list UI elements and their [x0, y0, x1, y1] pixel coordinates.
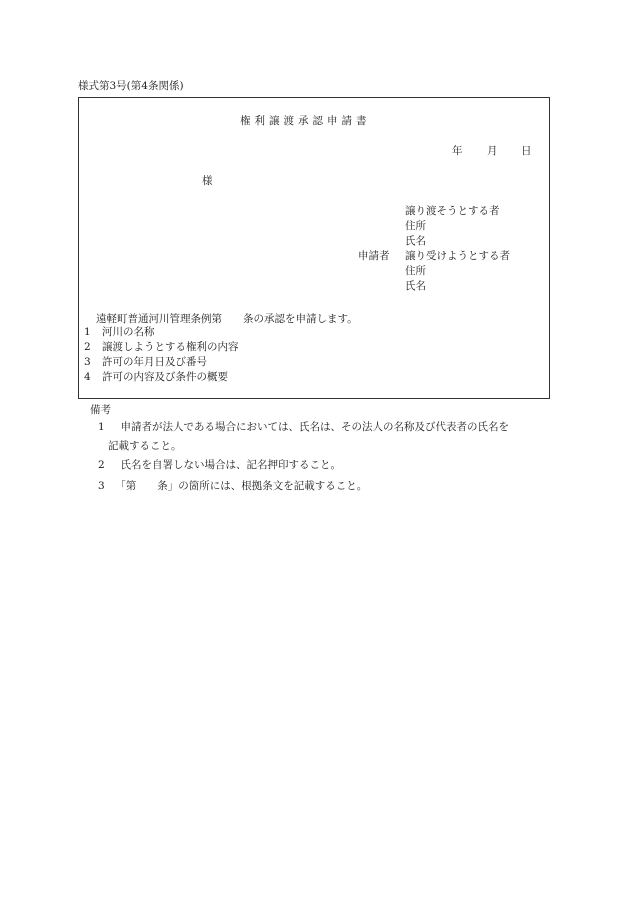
transferor-name-label: 氏名: [405, 235, 426, 247]
item-text: 許可の内容及び条件の概要: [102, 371, 228, 383]
item-text: 河川の名称: [102, 326, 155, 338]
item-number: 4: [84, 371, 91, 383]
addressee-suffix: 様: [202, 175, 213, 187]
note-text: 「第 条」の箇所には、根拠条文を記載すること。: [120, 480, 368, 492]
transferee-heading: 譲り受けようとする者: [405, 250, 510, 262]
date-month-label: 月: [487, 145, 498, 157]
request-statement: 遠軽町普通河川管理条例第 条の承認を申請します。: [96, 313, 358, 325]
list-item: [84, 326, 155, 339]
list-item: [84, 356, 207, 369]
remark-note: [98, 480, 367, 493]
date-year-label: 年: [452, 145, 463, 157]
note-text: 氏名を自署しない場合は、記名押印すること。: [120, 459, 341, 471]
note-number: 2: [98, 459, 105, 471]
list-item: [84, 341, 239, 354]
transferee-name-label: 氏名: [405, 280, 426, 292]
remark-note: [98, 459, 341, 472]
item-number: 3: [84, 356, 91, 368]
note-number: 1: [98, 421, 105, 433]
list-item: [84, 371, 228, 384]
date-day-label: 日: [521, 145, 532, 157]
item-number: 1: [84, 326, 91, 338]
remark-note: [98, 421, 509, 434]
transferee-address-label: 住所: [405, 265, 426, 277]
remark-note-continuation: 記載すること。: [108, 440, 182, 452]
applicant-label: 申請者: [358, 250, 390, 262]
note-number: 3: [98, 480, 105, 492]
remarks-title: 備考: [90, 404, 111, 416]
transferor-heading: 譲り渡そうとする者: [405, 205, 500, 217]
item-number: 2: [84, 341, 91, 353]
item-text: 許可の年月日及び番号: [102, 356, 207, 368]
document-title: 権利譲渡承認申請書: [240, 115, 371, 127]
transferor-address-label: 住所: [405, 220, 426, 232]
note-text: 申請者が法人である場合においては、氏名は、その法人の名称及び代表者の氏名を: [120, 421, 509, 433]
item-text: 譲渡しようとする権利の内容: [102, 341, 239, 353]
form-number-label: 様式第3号(第4条関係): [78, 80, 184, 92]
